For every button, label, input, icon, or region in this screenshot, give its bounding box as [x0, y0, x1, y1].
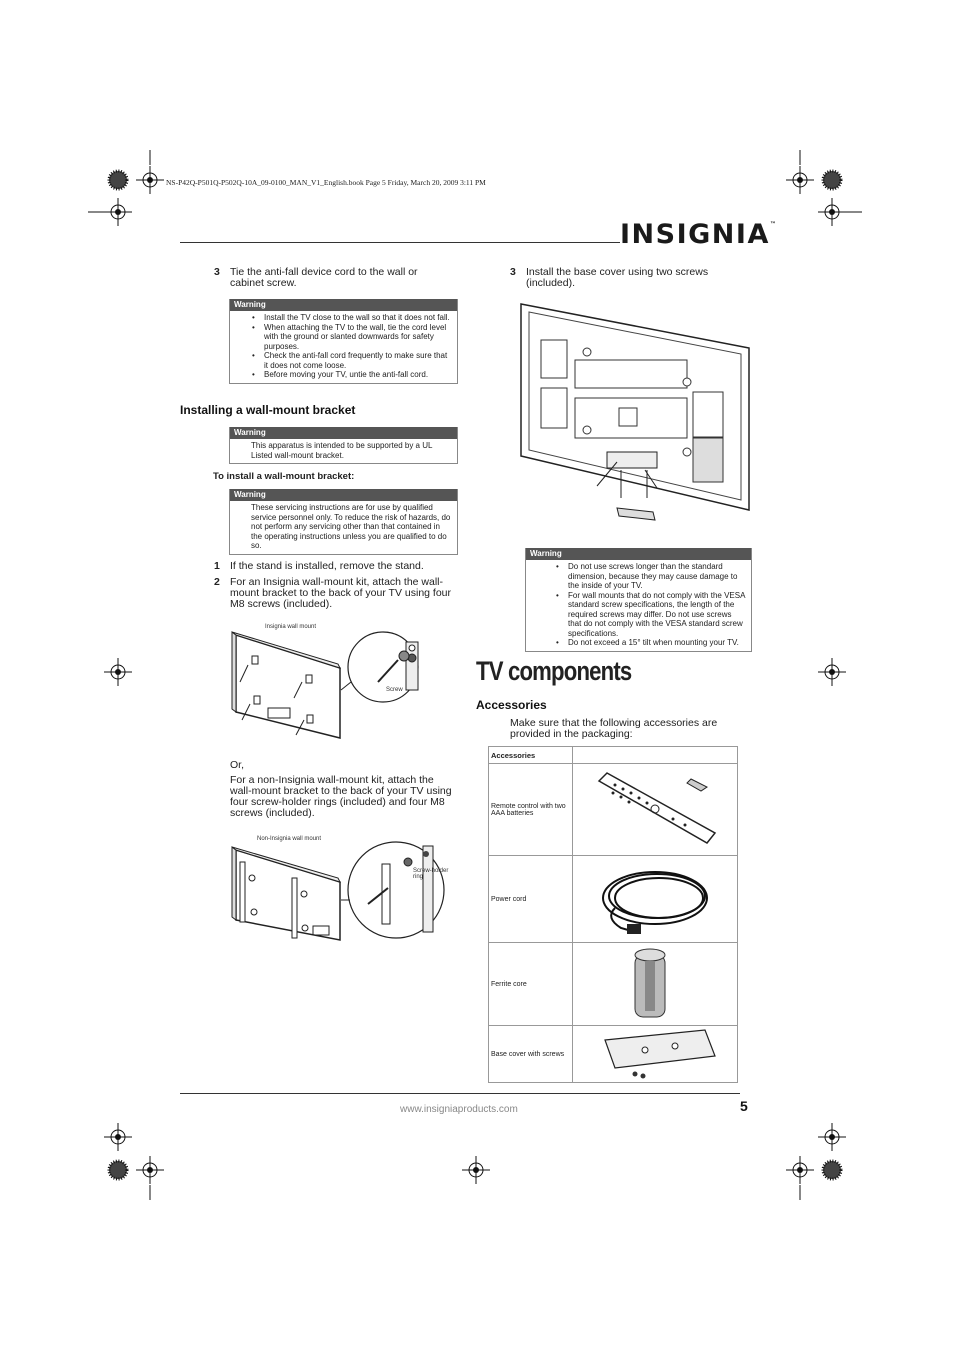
- tv-components-heading: TV components: [476, 656, 632, 686]
- table-row: [489, 1026, 738, 1083]
- accessory-name: Ferrite core: [489, 943, 573, 1026]
- warning-text: These servicing instructions are for use by qualified service personnel only. To reduce the risk of hazards, do not perform any servicing other than that contained in the operating instructions unless you are qualified to do so.: [251, 503, 451, 550]
- screw-label: Screw: [386, 687, 403, 693]
- table-header: Accessories: [489, 747, 573, 764]
- warning-title: Warning: [230, 427, 457, 439]
- warning-box-anti-fall: [229, 299, 458, 384]
- warning-box-service: [229, 489, 458, 555]
- footer-url: www.insigniaproducts.com: [400, 1104, 518, 1115]
- insignia-logo: INSIGNIA™: [620, 219, 776, 250]
- table-row: [489, 764, 738, 856]
- remote-control-image: [573, 764, 738, 856]
- step-3-right: 3 Install the base cover using two screws (included).: [510, 266, 709, 289]
- warning-text: This apparatus is intended to be supported by a UL Listed wall-mount bracket.: [251, 441, 433, 460]
- accessory-name: Remote control with two AAA batteries: [489, 764, 573, 856]
- insignia-wall-mount-illustration: [228, 620, 448, 745]
- section-heading-wall-mount: Installing a wall-mount bracket: [180, 403, 356, 417]
- accessory-name: Power cord: [489, 856, 573, 943]
- table-row: [489, 856, 738, 943]
- warning-item: • When attaching the TV to the wall, tie the cord level with the ground or slanted downwards for safety purposes.: [264, 323, 451, 352]
- tv-back-base-cover-illustration: [517, 298, 753, 522]
- warning-box-screws: [525, 548, 752, 652]
- power-cord-image: [573, 856, 738, 943]
- footer-rule: [180, 1093, 740, 1094]
- ferrite-core-image: [573, 943, 738, 1026]
- accessory-name: Base cover with screws: [489, 1026, 573, 1083]
- non-insignia-wall-mount-illustration: [228, 832, 460, 942]
- warning-item: • Check the anti-fall cord frequently to make sure that it does not come loose.: [264, 351, 451, 370]
- header-rule: [180, 242, 620, 243]
- warning-title: Warning: [526, 548, 751, 560]
- warning-title: Warning: [230, 299, 457, 311]
- or-text: Or,: [230, 759, 245, 771]
- book-info-line: NS-P42Q-P501Q-P502Q-10A_09-0100_MAN_V1_English.book Page 5 Friday, March 20, 2009 3:11 PM: [166, 178, 486, 187]
- warning-item: • Install the TV close to the wall so that it does not fall.: [264, 313, 451, 323]
- figure-caption-insignia: Insignia wall mount: [265, 624, 317, 630]
- table-row: [489, 943, 738, 1026]
- table-header-row: [489, 747, 738, 764]
- non-insignia-instructions: For a non-Insignia wall-mount kit, attach the wall-mount bracket to the back of your TV using four screw-holder rings (included) and four M8 screws (included).: [230, 774, 452, 819]
- accessories-table: [488, 746, 738, 1083]
- figure-caption-non-insignia: Non-Insignia wall mount: [257, 836, 322, 842]
- step-2: 2 For an Insignia wall-mount kit, attach the wall-mount bracket to the back of your TV using four M8 screws (included).: [214, 576, 452, 610]
- screw-holder-ring-label: Screw-holder ring: [413, 868, 449, 880]
- warning-item: • Do not use screws longer than the standard dimension, because they may cause damage to the inside of your TV.: [568, 562, 745, 591]
- warning-item: • For wall mounts that do not comply with the VESA standard screw specifications, the length of the required screws may differ. Do not use screws that do not comply with the VESA standard screw specifications.: [568, 591, 745, 639]
- warning-title: Warning: [230, 489, 457, 501]
- warning-item: • Do not exceed a 15° tilt when mounting your TV.: [568, 638, 745, 648]
- step-1: 1 If the stand is installed, remove the stand.: [214, 560, 424, 572]
- warning-item: • Before moving your TV, untie the anti-fall cord.: [264, 370, 451, 380]
- procedure-heading: To install a wall-mount bracket:: [213, 471, 355, 482]
- step-3-left: 3 Tie the anti-fall device cord to the wall or cabinet screw.: [214, 266, 418, 289]
- base-cover-image: [573, 1026, 738, 1083]
- warning-box-ul: [229, 427, 458, 464]
- accessories-intro: Make sure that the following accessories are provided in the packaging:: [510, 717, 718, 740]
- accessories-heading: Accessories: [476, 698, 547, 712]
- page-number: 5: [740, 1098, 748, 1114]
